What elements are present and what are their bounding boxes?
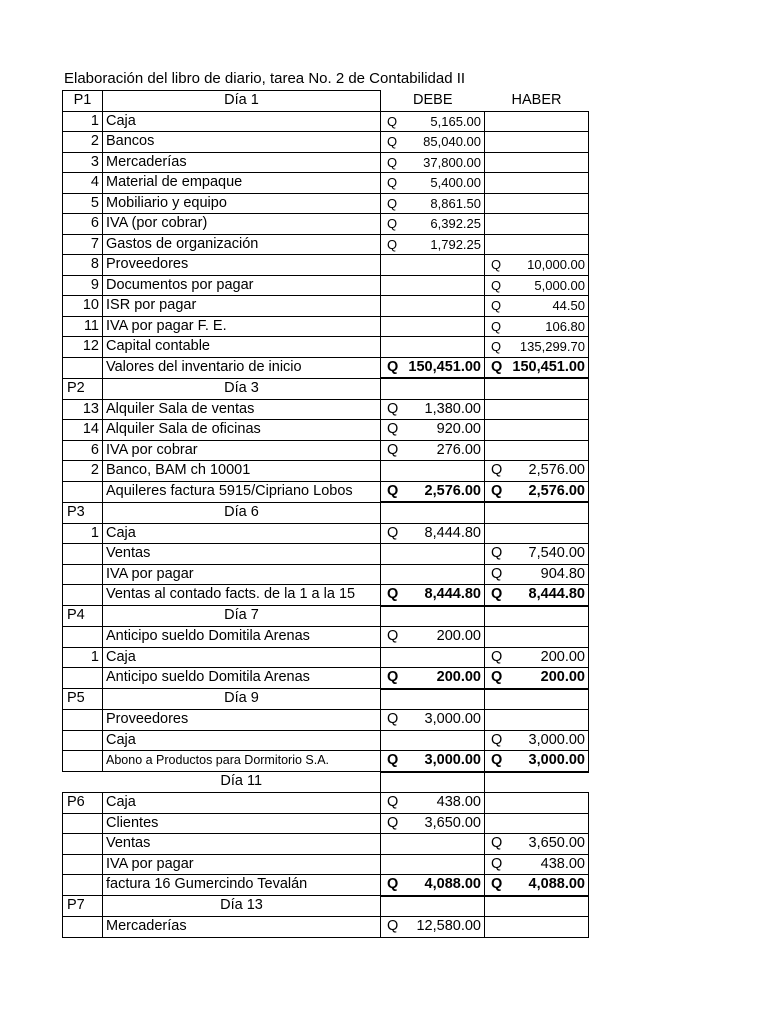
account-number bbox=[63, 751, 103, 772]
haber-cell bbox=[485, 461, 589, 482]
currency-symbol: Q bbox=[387, 482, 399, 499]
haber-cell bbox=[485, 730, 589, 751]
account-name: Aquileres factura 5915/Cipriano Lobos bbox=[103, 481, 381, 502]
debe-amount: 5,165.00 bbox=[430, 113, 481, 129]
debe-cell bbox=[381, 193, 485, 214]
currency-symbol: Q bbox=[491, 277, 502, 293]
currency-symbol: Q bbox=[387, 421, 399, 437]
floating-day-label: Día 11 bbox=[103, 772, 381, 793]
debe-cell bbox=[381, 152, 485, 173]
day-label: Día 7 bbox=[103, 606, 381, 627]
account-name: IVA (por cobrar) bbox=[103, 214, 381, 235]
debe-cell bbox=[381, 399, 485, 420]
debe-amount: 2,576.00 bbox=[424, 482, 481, 499]
debe-cell bbox=[381, 316, 485, 337]
currency-symbol: Q bbox=[387, 711, 399, 727]
header-debe: DEBE bbox=[381, 91, 485, 112]
account-name: Mercaderías bbox=[103, 917, 381, 938]
period-row bbox=[63, 606, 589, 627]
account-number: 13 bbox=[63, 399, 103, 420]
haber-cell bbox=[485, 255, 589, 276]
debe-cell bbox=[381, 751, 485, 772]
debe-cell bbox=[381, 502, 485, 523]
haber-cell bbox=[485, 152, 589, 173]
account-name: ISR por pagar bbox=[103, 296, 381, 317]
table-row bbox=[63, 111, 589, 132]
currency-symbol: Q bbox=[387, 876, 399, 892]
account-number bbox=[63, 357, 103, 378]
haber-cell bbox=[485, 111, 589, 132]
debe-cell bbox=[381, 357, 485, 378]
account-number: 4 bbox=[63, 173, 103, 194]
currency-symbol: Q bbox=[491, 855, 503, 872]
debe-cell bbox=[381, 896, 485, 917]
haber-cell bbox=[485, 772, 589, 793]
debe-cell bbox=[381, 378, 485, 399]
haber-amount: 2,576.00 bbox=[528, 462, 585, 478]
account-name: Alquiler Sala de ventas bbox=[103, 399, 381, 420]
debe-cell bbox=[381, 917, 485, 938]
haber-cell bbox=[485, 793, 589, 814]
debe-cell bbox=[381, 440, 485, 461]
account-name: Mercaderías bbox=[103, 152, 381, 173]
currency-symbol: Q bbox=[387, 134, 398, 149]
currency-symbol: Q bbox=[387, 216, 398, 231]
total-row bbox=[63, 668, 589, 689]
haber-cell bbox=[485, 647, 589, 668]
debe-cell bbox=[381, 564, 485, 585]
header-partida: P1 bbox=[63, 91, 103, 112]
partida-label: P2 bbox=[63, 378, 103, 399]
account-number: 2 bbox=[63, 132, 103, 153]
day-label: Día 13 bbox=[103, 896, 381, 917]
debe-cell bbox=[381, 296, 485, 317]
haber-cell bbox=[485, 296, 589, 317]
debe-cell bbox=[381, 255, 485, 276]
haber-amount: 200.00 bbox=[540, 669, 585, 685]
haber-amount: 4,088.00 bbox=[528, 876, 585, 892]
debe-amount: 8,444.80 bbox=[424, 524, 481, 541]
account-name: Proveedores bbox=[103, 255, 381, 276]
currency-symbol: Q bbox=[491, 545, 503, 561]
account-number bbox=[63, 564, 103, 585]
account-number: 8 bbox=[63, 255, 103, 276]
debe-amount: 6,392.25 bbox=[430, 216, 481, 231]
table-row bbox=[63, 793, 589, 814]
debe-cell bbox=[381, 111, 485, 132]
currency-symbol: Q bbox=[491, 358, 503, 375]
debe-amount: 1,380.00 bbox=[424, 400, 481, 417]
currency-symbol: Q bbox=[491, 318, 502, 334]
currency-symbol: Q bbox=[491, 298, 502, 313]
account-number bbox=[63, 668, 103, 689]
account-number: 1 bbox=[63, 523, 103, 544]
table-row bbox=[63, 132, 589, 153]
account-name: Clientes bbox=[103, 813, 381, 834]
table-row bbox=[63, 255, 589, 276]
account-name: IVA por pagar bbox=[103, 564, 381, 585]
currency-symbol: Q bbox=[387, 628, 399, 644]
account-name: IVA por cobrar bbox=[103, 440, 381, 461]
table-row bbox=[63, 316, 589, 337]
debe-amount: 276.00 bbox=[436, 441, 481, 458]
currency-symbol: Q bbox=[387, 154, 398, 170]
currency-symbol: Q bbox=[491, 257, 502, 272]
table-row bbox=[63, 152, 589, 173]
currency-symbol: Q bbox=[387, 175, 398, 190]
account-number: 9 bbox=[63, 275, 103, 296]
haber-cell bbox=[485, 813, 589, 834]
account-name: Ventas al contado facts. de la 1 a la 15 bbox=[103, 585, 381, 606]
haber-cell bbox=[485, 357, 589, 378]
debe-cell bbox=[381, 710, 485, 731]
account-name: Ventas bbox=[103, 544, 381, 565]
haber-cell bbox=[485, 234, 589, 255]
table-row bbox=[63, 917, 589, 938]
debe-cell bbox=[381, 627, 485, 648]
haber-cell bbox=[485, 854, 589, 875]
currency-symbol: Q bbox=[387, 236, 398, 252]
currency-symbol: Q bbox=[491, 731, 503, 748]
day-label: Día 6 bbox=[103, 502, 381, 523]
haber-cell bbox=[485, 544, 589, 565]
period-row bbox=[63, 502, 589, 523]
table-row bbox=[63, 523, 589, 544]
header-dia: Día 1 bbox=[103, 91, 381, 112]
table-header-row bbox=[63, 91, 589, 112]
account-name: IVA por pagar F. E. bbox=[103, 316, 381, 337]
account-number: 10 bbox=[63, 296, 103, 317]
currency-symbol: Q bbox=[491, 835, 503, 851]
haber-amount: 3,650.00 bbox=[528, 835, 585, 851]
currency-symbol: Q bbox=[491, 462, 503, 478]
debe-cell bbox=[381, 668, 485, 689]
table-row bbox=[63, 337, 589, 358]
currency-symbol: Q bbox=[491, 565, 503, 582]
table-row bbox=[63, 834, 589, 855]
debe-amount: 3,000.00 bbox=[424, 711, 481, 727]
account-number: 14 bbox=[63, 420, 103, 441]
account-number bbox=[63, 917, 103, 938]
debe-cell bbox=[381, 214, 485, 235]
account-number: 1 bbox=[63, 647, 103, 668]
debe-cell bbox=[381, 234, 485, 255]
account-number bbox=[63, 481, 103, 502]
haber-cell bbox=[485, 481, 589, 502]
account-name: Proveedores bbox=[103, 710, 381, 731]
account-name: Caja bbox=[103, 730, 381, 751]
account-name: Caja bbox=[103, 111, 381, 132]
page-title: Elaboración del libro de diario, tarea No. 2 de Contabilidad II bbox=[64, 70, 466, 87]
debe-amount: 920.00 bbox=[436, 421, 481, 437]
account-number bbox=[63, 854, 103, 875]
account-number: 2 bbox=[63, 461, 103, 482]
account-name: Alquiler Sala de oficinas bbox=[103, 420, 381, 441]
partida-label: P6 bbox=[63, 793, 103, 814]
account-name: Valores del inventario de inicio bbox=[103, 357, 381, 378]
partida-label: P5 bbox=[63, 689, 103, 710]
haber-amount: 5,000.00 bbox=[534, 277, 585, 293]
currency-symbol: Q bbox=[491, 752, 503, 768]
debe-amount: 12,580.00 bbox=[416, 918, 481, 934]
table-row bbox=[63, 461, 589, 482]
currency-symbol: Q bbox=[387, 752, 399, 768]
table-row bbox=[63, 214, 589, 235]
account-name: Abono a Productos para Dormitorio S.A. bbox=[103, 751, 381, 772]
period-row bbox=[63, 689, 589, 710]
haber-cell bbox=[485, 751, 589, 772]
account-number bbox=[63, 730, 103, 751]
account-name: Ventas bbox=[103, 834, 381, 855]
account-name: Anticipo sueldo Domitila Arenas bbox=[103, 627, 381, 648]
account-number: 5 bbox=[63, 193, 103, 214]
table-row bbox=[63, 193, 589, 214]
haber-cell bbox=[485, 710, 589, 731]
account-number: 6 bbox=[63, 440, 103, 461]
haber-cell bbox=[485, 193, 589, 214]
account-name: factura 16 Gumercindo Tevalán bbox=[103, 875, 381, 896]
currency-symbol: Q bbox=[387, 814, 399, 831]
account-number bbox=[63, 875, 103, 896]
table-row bbox=[63, 813, 589, 834]
haber-amount: 438.00 bbox=[540, 855, 585, 872]
header-haber: HABER bbox=[485, 91, 589, 112]
debe-cell bbox=[381, 173, 485, 194]
debe-cell bbox=[381, 544, 485, 565]
haber-amount: 8,444.80 bbox=[528, 586, 585, 602]
account-number bbox=[63, 834, 103, 855]
account-name: Caja bbox=[103, 523, 381, 544]
haber-cell bbox=[485, 502, 589, 523]
currency-symbol: Q bbox=[387, 524, 399, 541]
debe-cell bbox=[381, 793, 485, 814]
table-row bbox=[63, 564, 589, 585]
haber-cell bbox=[485, 564, 589, 585]
account-number bbox=[63, 813, 103, 834]
haber-amount: 3,000.00 bbox=[528, 731, 585, 748]
currency-symbol: Q bbox=[387, 441, 399, 458]
table-row bbox=[63, 710, 589, 731]
debe-cell bbox=[381, 420, 485, 441]
haber-amount: 150,451.00 bbox=[512, 358, 585, 375]
total-row bbox=[63, 875, 589, 896]
haber-cell bbox=[485, 132, 589, 153]
period-row bbox=[63, 378, 589, 399]
haber-amount: 7,540.00 bbox=[528, 545, 585, 561]
account-name: Anticipo sueldo Domitila Arenas bbox=[103, 668, 381, 689]
account-number: 6 bbox=[63, 214, 103, 235]
day-label: Día 3 bbox=[103, 378, 381, 399]
partida-label: P7 bbox=[63, 896, 103, 917]
haber-cell bbox=[485, 399, 589, 420]
currency-symbol: Q bbox=[387, 918, 399, 934]
account-number: 1 bbox=[63, 111, 103, 132]
day-label: Día 9 bbox=[103, 689, 381, 710]
row-number bbox=[63, 772, 103, 793]
debe-amount: 438.00 bbox=[436, 794, 481, 810]
haber-amount: 200.00 bbox=[540, 648, 585, 665]
account-name: IVA por pagar bbox=[103, 854, 381, 875]
debe-amount: 200.00 bbox=[436, 669, 481, 685]
debe-cell bbox=[381, 772, 485, 793]
haber-cell bbox=[485, 917, 589, 938]
debe-cell bbox=[381, 585, 485, 606]
table-row bbox=[63, 173, 589, 194]
currency-symbol: Q bbox=[491, 482, 503, 499]
haber-cell bbox=[485, 627, 589, 648]
debe-amount: 3,000.00 bbox=[424, 752, 481, 768]
account-number bbox=[63, 627, 103, 648]
debe-cell bbox=[381, 854, 485, 875]
account-name: Banco, BAM ch 10001 bbox=[103, 461, 381, 482]
haber-amount: 106.80 bbox=[545, 318, 585, 334]
currency-symbol: Q bbox=[491, 586, 503, 602]
debe-cell bbox=[381, 461, 485, 482]
haber-cell bbox=[485, 316, 589, 337]
haber-cell bbox=[485, 606, 589, 627]
haber-cell bbox=[485, 173, 589, 194]
currency-symbol: Q bbox=[491, 876, 503, 892]
haber-cell bbox=[485, 896, 589, 917]
total-row bbox=[63, 585, 589, 606]
haber-cell bbox=[485, 689, 589, 710]
debe-cell bbox=[381, 606, 485, 627]
account-number: 7 bbox=[63, 234, 103, 255]
haber-amount: 904.80 bbox=[540, 565, 585, 582]
debe-cell bbox=[381, 813, 485, 834]
total-row bbox=[63, 751, 589, 772]
haber-amount: 135,299.70 bbox=[519, 339, 585, 354]
debe-cell bbox=[381, 875, 485, 896]
haber-cell bbox=[485, 875, 589, 896]
account-number bbox=[63, 710, 103, 731]
haber-cell bbox=[485, 668, 589, 689]
table-row bbox=[63, 399, 589, 420]
debe-cell bbox=[381, 523, 485, 544]
account-name: Capital contable bbox=[103, 337, 381, 358]
haber-amount: 44.50 bbox=[552, 298, 585, 313]
account-name: Gastos de organización bbox=[103, 234, 381, 255]
currency-symbol: Q bbox=[387, 669, 399, 685]
account-number bbox=[63, 585, 103, 606]
currency-symbol: Q bbox=[491, 669, 503, 685]
table-row bbox=[63, 420, 589, 441]
table-row bbox=[63, 275, 589, 296]
period-row bbox=[63, 896, 589, 917]
account-number: 12 bbox=[63, 337, 103, 358]
table-row bbox=[63, 234, 589, 255]
total-row bbox=[63, 481, 589, 502]
currency-symbol: Q bbox=[387, 794, 399, 810]
debe-cell bbox=[381, 730, 485, 751]
haber-cell bbox=[485, 440, 589, 461]
debe-amount: 3,650.00 bbox=[424, 814, 481, 831]
haber-cell bbox=[485, 420, 589, 441]
total-row bbox=[63, 357, 589, 378]
currency-symbol: Q bbox=[387, 400, 399, 417]
currency-symbol: Q bbox=[387, 113, 398, 129]
account-number: 3 bbox=[63, 152, 103, 173]
haber-cell bbox=[485, 585, 589, 606]
debe-cell bbox=[381, 132, 485, 153]
haber-cell bbox=[485, 275, 589, 296]
debe-cell bbox=[381, 689, 485, 710]
debe-cell bbox=[381, 275, 485, 296]
account-name: Documentos por pagar bbox=[103, 275, 381, 296]
haber-cell bbox=[485, 834, 589, 855]
account-name: Bancos bbox=[103, 132, 381, 153]
debe-amount: 5,400.00 bbox=[430, 175, 481, 190]
debe-amount: 37,800.00 bbox=[423, 154, 481, 170]
debe-amount: 200.00 bbox=[436, 628, 481, 644]
haber-cell bbox=[485, 378, 589, 399]
debe-amount: 8,861.50 bbox=[430, 195, 481, 211]
partida-label: P3 bbox=[63, 502, 103, 523]
table-row bbox=[63, 544, 589, 565]
debe-amount: 85,040.00 bbox=[423, 134, 481, 149]
currency-symbol: Q bbox=[387, 358, 399, 375]
debe-amount: 4,088.00 bbox=[424, 876, 481, 892]
currency-symbol: Q bbox=[387, 195, 398, 211]
debe-cell bbox=[381, 647, 485, 668]
haber-cell bbox=[485, 523, 589, 544]
haber-amount: 3,000.00 bbox=[528, 752, 585, 768]
debe-cell bbox=[381, 834, 485, 855]
table-row bbox=[63, 627, 589, 648]
table-row bbox=[63, 854, 589, 875]
account-number: 11 bbox=[63, 316, 103, 337]
partida-label: P4 bbox=[63, 606, 103, 627]
debe-cell bbox=[381, 481, 485, 502]
currency-symbol: Q bbox=[491, 648, 503, 665]
debe-cell bbox=[381, 337, 485, 358]
currency-symbol: Q bbox=[387, 586, 399, 602]
debe-amount: 8,444.80 bbox=[424, 586, 481, 602]
debe-amount: 150,451.00 bbox=[408, 358, 481, 375]
table-row bbox=[63, 730, 589, 751]
account-name: Mobiliario y equipo bbox=[103, 193, 381, 214]
table-row bbox=[63, 296, 589, 317]
haber-amount: 2,576.00 bbox=[528, 482, 585, 499]
account-name: Caja bbox=[103, 793, 381, 814]
debe-amount: 1,792.25 bbox=[430, 236, 481, 252]
table-row bbox=[63, 440, 589, 461]
table-row bbox=[63, 772, 589, 793]
account-name: Caja bbox=[103, 647, 381, 668]
table-row bbox=[63, 647, 589, 668]
haber-amount: 10,000.00 bbox=[527, 257, 585, 272]
journal-table bbox=[62, 90, 589, 938]
haber-cell bbox=[485, 214, 589, 235]
currency-symbol: Q bbox=[491, 339, 502, 354]
haber-cell bbox=[485, 337, 589, 358]
account-number bbox=[63, 544, 103, 565]
account-name: Material de empaque bbox=[103, 173, 381, 194]
